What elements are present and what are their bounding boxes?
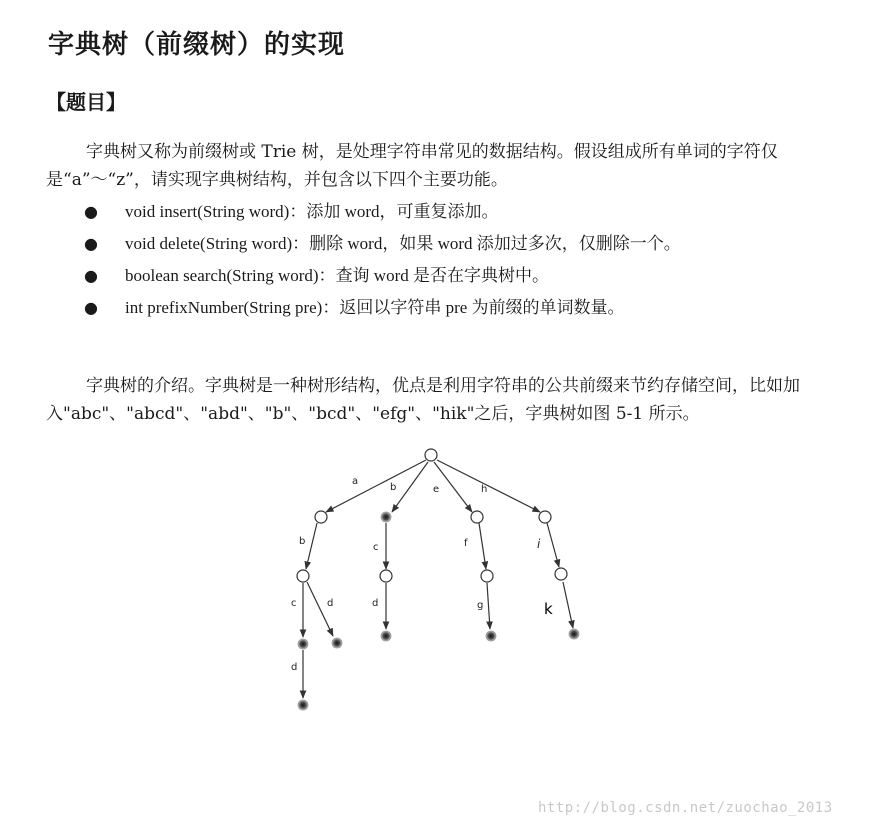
method-signature: void insert(String word)： xyxy=(125,202,307,221)
edge-label-abc-d: d xyxy=(291,662,298,673)
method-description: 返回以字符串 pre 为前缀的单词数量。 xyxy=(339,298,625,317)
edge-label-root-h: h xyxy=(481,484,488,495)
trie-node-root xyxy=(425,449,437,461)
method-description: 查询 word 是否在字典树中。 xyxy=(335,266,550,285)
trie-end-node-abc xyxy=(298,639,308,649)
trie-node-bc xyxy=(380,570,392,582)
edge-label-root-e: e xyxy=(433,484,440,495)
trie-end-node-bcd xyxy=(381,631,391,641)
edge-label-ab-d: d xyxy=(327,598,334,609)
edge-label-bc-d: d xyxy=(372,598,379,609)
edge-label-ab-c: c xyxy=(291,598,297,609)
edge-label-ef-g: g xyxy=(477,600,484,611)
method-signature: boolean search(String word)： xyxy=(125,266,336,285)
edge-ab-d xyxy=(307,582,333,636)
trie-end-node-efg xyxy=(486,631,496,641)
edge-label-a-b: b xyxy=(299,536,306,547)
bullet-icon: ● xyxy=(84,266,98,285)
trie-end-node-abcd xyxy=(298,700,308,710)
edge-label-hi-k: k xyxy=(544,600,553,618)
method-signature: int prefixNumber(String pre)： xyxy=(125,298,340,317)
edge-root-e xyxy=(434,462,472,512)
bullet-icon: ● xyxy=(84,234,98,253)
trie-node-e xyxy=(471,511,483,523)
edge-e-f xyxy=(479,523,486,569)
trie-node-a xyxy=(315,511,327,523)
bullet-icon: ● xyxy=(84,298,98,317)
edge-hi-k xyxy=(563,582,573,628)
edge-root-b xyxy=(392,462,428,512)
trie-node-hi xyxy=(555,568,567,580)
edge-label-root-b: b xyxy=(390,482,397,493)
edge-label-b-c: c xyxy=(373,542,379,553)
edge-ef-g xyxy=(487,583,490,629)
method-description: 添加 word，可重复添加。 xyxy=(306,202,499,221)
watermark: http://blog.csdn.net/zuochao_2013 xyxy=(538,800,833,816)
method-signature: void delete(String word)： xyxy=(125,234,310,253)
edge-a-b xyxy=(306,523,317,569)
method-description: 删除 word，如果 word 添加过多次，仅删除一个。 xyxy=(309,234,681,253)
trie-end-node-hik xyxy=(569,629,579,639)
trie-node-h xyxy=(539,511,551,523)
trie-node-ab xyxy=(297,570,309,582)
trie-node-ef xyxy=(481,570,493,582)
trie-end-node-abd xyxy=(332,638,342,648)
problem-text: 字典树又称为前缀树或 Trie 树，是处理字符串常见的数据结构。假设组成所有单词的字符仅是“a”～“z”，请实现字典树结构，并包含以下四个主要功能。 xyxy=(46,142,778,190)
edge-h-i xyxy=(547,523,559,567)
edge-label-h-i: i xyxy=(537,537,541,551)
bullet-icon: ● xyxy=(84,202,98,221)
page-title: 字典树（前缀树）的实现 xyxy=(48,30,346,60)
intro-text: 字典树的介绍。字典树是一种树形结构，优点是利用字符串的公共前缀来节约存储空间，比如加入"abc"、"abcd"、"abd"、"b"、"bcd"、"efg"、"hik"之后，字典树如图 5-1 所示。 xyxy=(46,376,800,424)
edge-label-e-f: f xyxy=(464,538,468,549)
section-heading: 【题目】 xyxy=(46,90,126,114)
edge-label-root-a: a xyxy=(352,476,359,487)
trie-end-node-b xyxy=(381,512,391,522)
